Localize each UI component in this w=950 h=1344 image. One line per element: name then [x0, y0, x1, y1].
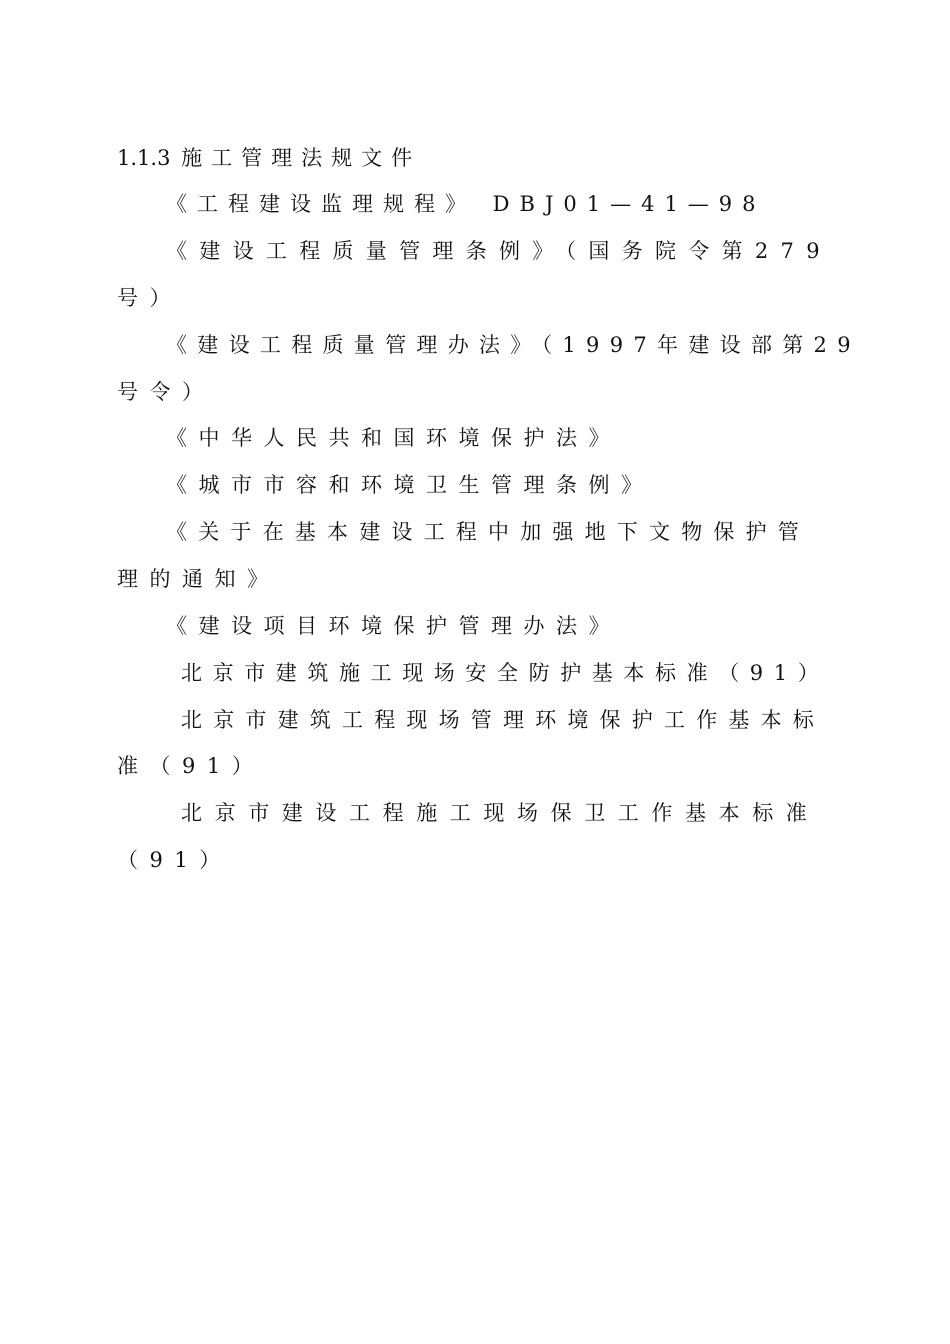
regulation-item-continuation: 理的通知》 — [117, 567, 280, 591]
regulation-item: 《城市市容和环境卫生管理条例》 — [166, 473, 654, 497]
section-heading — [117, 144, 421, 172]
standard-item: 北京市建筑工程现场管理环境保护工作基本标 — [181, 708, 825, 732]
standard-item-continuation: 准（91） — [117, 754, 265, 778]
regulation-item: 《工程建设监理规程》 DBJ01—41—98 — [166, 192, 766, 216]
section-number: 1.1.3 — [117, 146, 171, 170]
regulation-item: 《中华人民共和国环境保护法》 — [166, 426, 621, 450]
regulation-item: 《建设工程质量管理办法》（1997年建设部第29 — [166, 333, 861, 357]
regulation-item-continuation: 号） — [117, 286, 182, 310]
regulation-item-continuation: 号令） — [117, 380, 215, 404]
standard-item: 北京市建设工程施工现场保卫工作基本标准 — [181, 801, 820, 825]
section-title: 施工管理法规文件 — [181, 146, 422, 170]
regulation-item: 《建设项目环境保护管理办法》 — [166, 614, 621, 638]
regulation-item: 《建设工程质量管理条例》（国务院令第279 — [166, 239, 832, 263]
standard-item-continuation: （91） — [117, 848, 232, 872]
standard-item: 北京市建筑施工现场安全防护基本标准（91） — [181, 661, 830, 685]
regulation-item: 《关于在基本建设工程中加强地下文物保护管 — [166, 520, 810, 544]
